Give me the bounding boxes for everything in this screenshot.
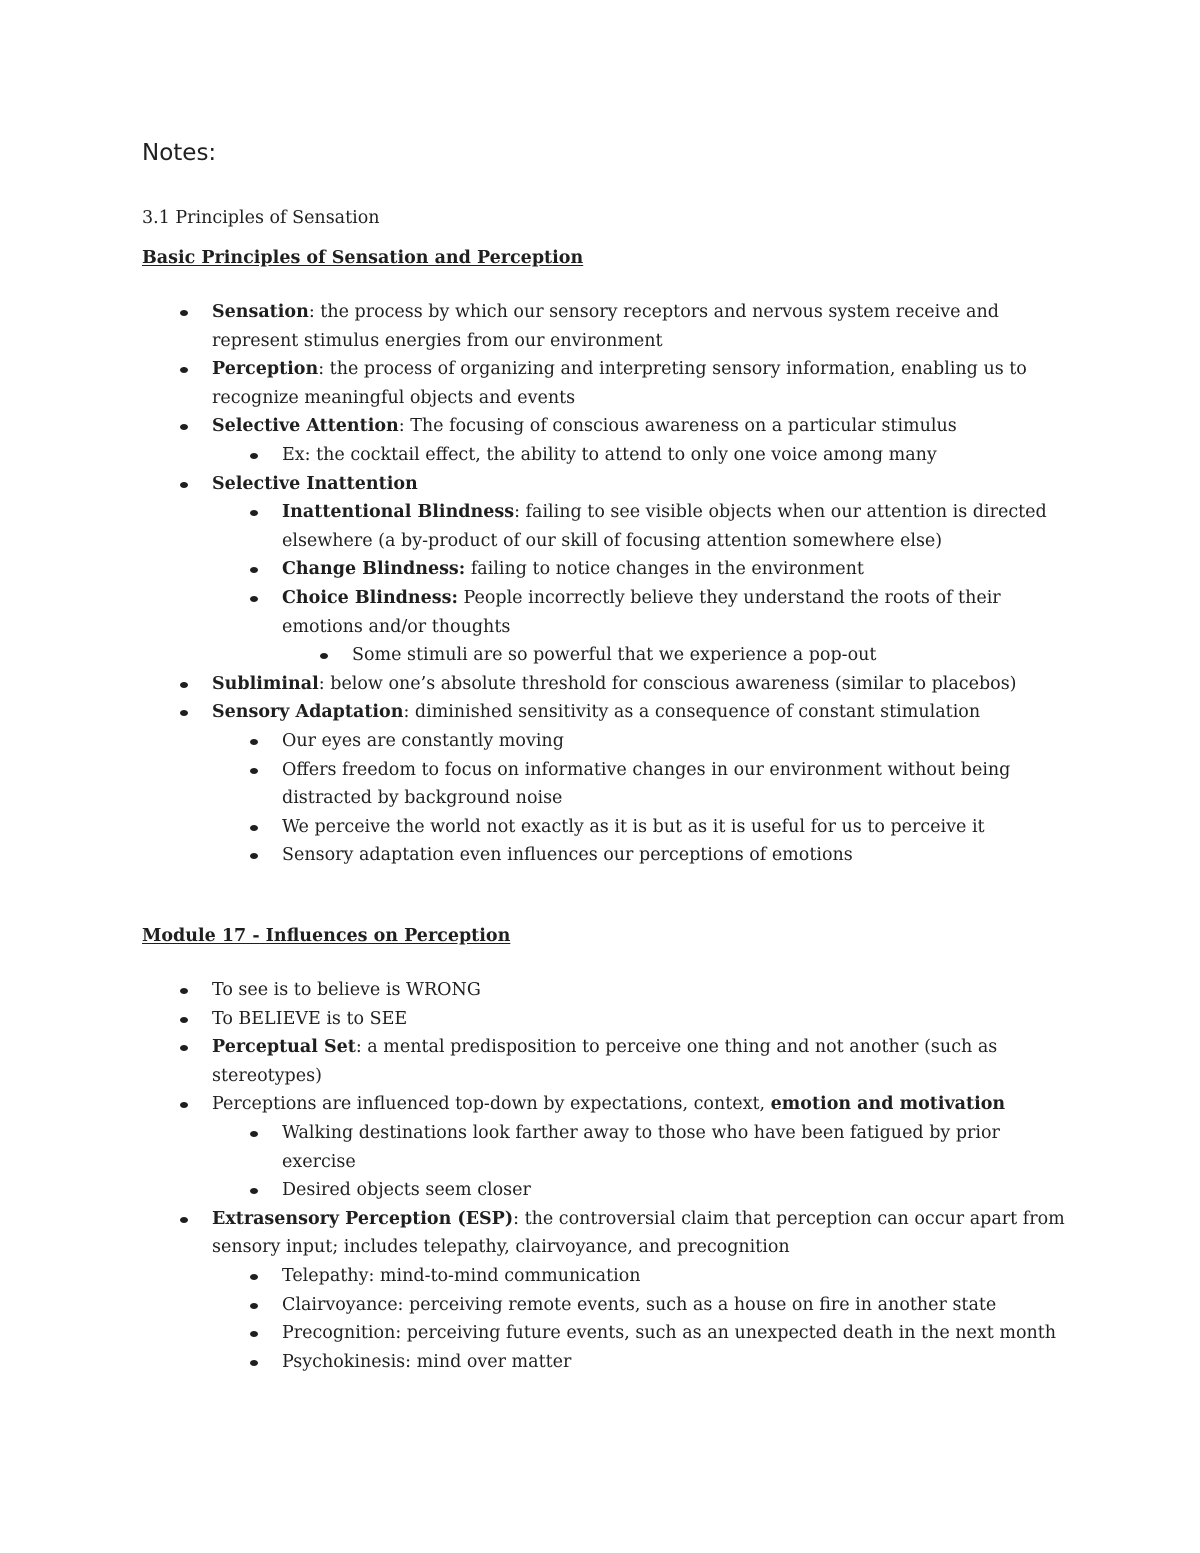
section-heading-basic-principles: Basic Principles of Sensation and Perception [142, 248, 584, 268]
list-item [212, 298, 1072, 355]
list-item: Clairvoyance: perceiving remote events, such as a house on fire in another state [282, 1291, 1072, 1320]
definition: : the controversial claim that perception can occur apart from sensory input; includes telepathy, clairvoyance, and precognition [212, 1208, 1065, 1258]
list-item [212, 1090, 1072, 1204]
definition: : a mental predisposition to perceive one thing and not another (such as stereotypes) [212, 1037, 998, 1086]
text: Perceptions are influenced top-down by expectations, context, [212, 1094, 771, 1115]
bullet-list-influences [212, 976, 1072, 1376]
list-item [212, 1033, 1072, 1090]
list-item: Offers freedom to focus on informative changes in our environment without being distracted by background noise [282, 756, 1072, 813]
list-item: To BELIEVE is to SEE [212, 1005, 1072, 1034]
sub-list [282, 1119, 1072, 1205]
term: Change Blindness: [282, 559, 466, 580]
page-title: Notes: [142, 140, 217, 166]
list-item [282, 555, 1072, 584]
term: Selective Inattention [212, 473, 418, 494]
list-item [212, 470, 1072, 670]
term: Perception [212, 359, 319, 380]
definition: : The focusing of conscious awareness on a particular stimulus [398, 416, 957, 437]
sub-list [282, 727, 1072, 870]
term: Sensory Adaptation [212, 702, 404, 723]
list-item: To see is to believe is WRONG [212, 976, 1072, 1005]
list-item [282, 498, 1072, 555]
list-item: Telepathy: mind-to-mind communication [282, 1262, 1072, 1291]
definition: failing to notice changes in the environment [465, 559, 864, 580]
list-item: Walking destinations look farther away to those who have been fatigued by prior exercise [282, 1119, 1072, 1176]
list-item: Ex: the cocktail effect, the ability to attend to only one voice among many [282, 441, 1072, 470]
list-item: Precognition: perceiving future events, such as an unexpected death in the next month [282, 1319, 1072, 1348]
term: Selective Attention [212, 416, 399, 437]
list-item [212, 412, 1072, 469]
list-item: Sensory adaptation even influences our perceptions of emotions [282, 841, 1072, 870]
bullet-list-basic-principles [212, 298, 1072, 870]
definition: : failing to see visible objects when our attention is directed elsewhere (a by-product of our skill of focusing attention somewhere else) [282, 502, 1047, 551]
definition: : the process of organizing and interpreting sensory information, enabling us to recognize meaningful objects and events [212, 359, 1027, 408]
term: Sensation [212, 302, 309, 322]
emphasis: emotion and motivation [770, 1094, 1006, 1115]
list-item: Our eyes are constantly moving [282, 727, 1072, 756]
list-item [212, 698, 1072, 870]
section-heading-module-17: Module 17 - Influences on Perception [142, 926, 511, 946]
list-item: Psychokinesis: mind over matter [282, 1348, 1072, 1377]
section-subtitle: 3.1 Principles of Sensation [142, 208, 380, 228]
term: Subliminal [212, 673, 319, 694]
list-item [212, 355, 1072, 412]
term: Inattentional Blindness [282, 502, 515, 523]
sub-list [282, 441, 1072, 470]
term: Extrasensory Perception (ESP) [212, 1208, 514, 1229]
list-item [212, 1205, 1072, 1377]
term: Perceptual Set [212, 1037, 356, 1058]
list-item [212, 670, 1072, 699]
definition: People incorrectly believe they understand the roots of their emotions and/or thoughts [282, 587, 1001, 637]
sub-list [282, 1262, 1072, 1376]
definition: : diminished sensitivity as a consequence of constant stimulation [403, 702, 981, 723]
definition: : below one’s absolute threshold for conscious awareness (similar to placebos) [318, 673, 1017, 694]
sub-list [282, 498, 1072, 670]
definition: : the process by which our sensory receptors and nervous system receive and represent stimulus energies from our environment [212, 302, 999, 351]
list-item: Some stimuli are so powerful that we experience a pop-out [352, 641, 1072, 670]
list-item: We perceive the world not exactly as it is but as it is useful for us to perceive it [282, 813, 1072, 842]
term: Choice Blindness: [282, 587, 458, 608]
list-item: Desired objects seem closer [282, 1176, 1072, 1205]
list-item [282, 584, 1072, 670]
sub-sub-list [352, 641, 1072, 670]
